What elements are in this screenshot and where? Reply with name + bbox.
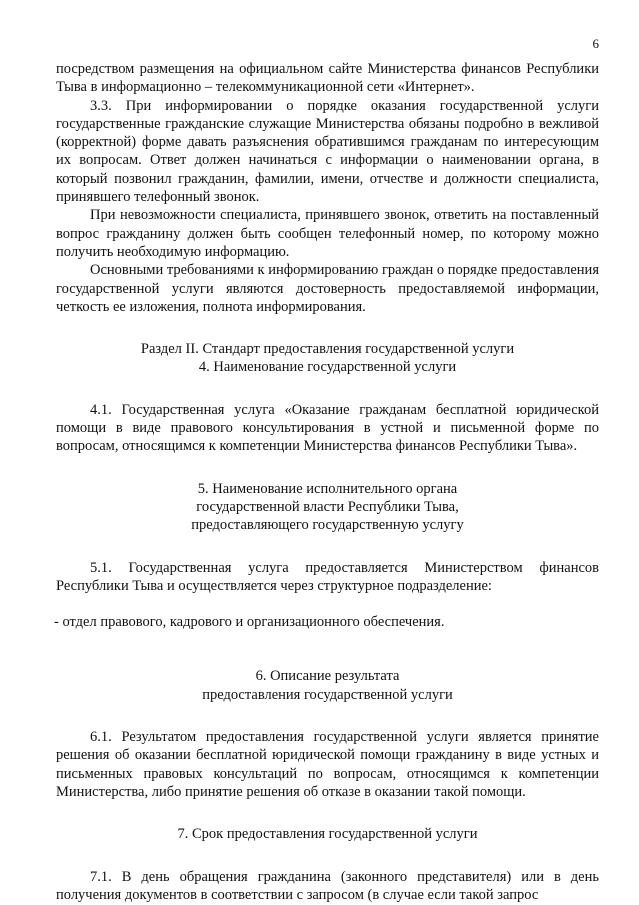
heading-4-service-name: 4. Наименование государственной услуги — [198, 359, 457, 376]
page-number: 6 — [592, 36, 599, 51]
heading-7: 7. Срок предоставления государственной услуги — [177, 826, 478, 843]
paragraph-continuation: посредством размещения на официальном сайте Министерства финансов Республики Тыва в информационно – телекоммуникационной сети «Интернет». — [56, 61, 599, 96]
paragraph-5-1: 5.1. Государственная услуга предоставляется Министерством финансов Республики Тыва и осуществляется через структурное подразделение: — [56, 559, 599, 594]
heading-6-line-2: предоставления государственной услуги — [202, 686, 453, 703]
paragraph-7-1: 7.1. В день обращения гражданина (законного представителя) или в день получения документов в соответствии с запросом (в случае если такой запрос — [56, 868, 599, 903]
paragraph-6-1: 6.1. Результатом предоставления государственной услуги является принятие решения об оказании бесплатной юридической помощи гражданину в виде устных и письменных правовых консультаций по вопросам, относящимся к компетенции Министерства, либо принятие решения об отказе в оказании такой помощи. — [56, 729, 599, 800]
list-item-department: - отдел правового, кадрового и организационного обеспечения. — [54, 614, 445, 631]
heading-5-line-2: государственной власти Республики Тыва, — [196, 498, 459, 515]
heading-5-line-3: предоставляющего государственную услугу — [191, 517, 464, 534]
document-body — [56, 60, 599, 904]
paragraph-requirements: Основными требованиями к информированию граждан о порядке предоставления государственной услуги являются достоверность предоставляемой информации, четкость ее изложения, полнота информирования. — [56, 262, 599, 315]
heading-6-line-1: 6. Описание результата — [255, 668, 400, 685]
heading-5-line-1: 5. Наименование исполнительного органа — [197, 480, 458, 497]
paragraph-4-1: 4.1. Государственная услуга «Оказание гражданам бесплатной юридической помощи в виде правового консультирования в устной и письменной форме по вопросам, относящимся к компетенции Министерства финансов Республики Тыва». — [56, 401, 599, 455]
paragraph-phone-number: При невозможности специалиста, принявшего звонок, ответить на поставленный вопрос гражданину должен быть сообщен телефонный номер, по которому можно получить необходимую информацию. — [56, 207, 599, 260]
paragraph-3-3: 3.3. При информировании о порядке оказания государственной услуги государственные гражданские служащие Министерства обязаны подробно в вежливой (корректной) форме давать разъяснения обратившимся гражданам по интересующим их вопросам. Ответ должен начинаться с информации о наименовании органа, в который позвонил гражданин, фамилии, имени, отчестве и должности специалиста, принявшего телефонный звонок. — [56, 97, 599, 206]
section-2-title: Раздел II. Стандарт предоставления государственной услуги — [140, 341, 515, 358]
